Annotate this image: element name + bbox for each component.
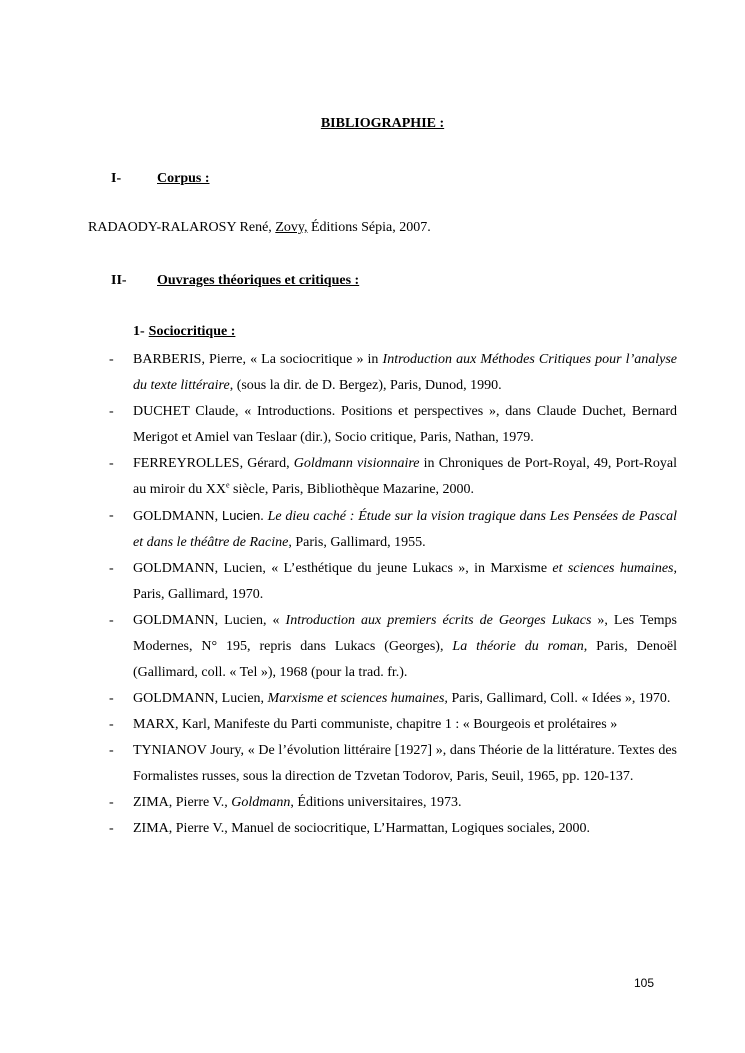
reference-text: in Chroniques de Port-Royal, 49, Port-Royal au miroir du XX [133, 456, 677, 497]
reference-text: e [225, 480, 230, 490]
reference-text: Goldmann [231, 795, 291, 810]
reference-text: , (sous la dir. de D. Bergez), Paris, Dunod, 1990. [229, 378, 502, 393]
reference-text: Le dieu caché : Étude sur la vision tragique dans Les Pensées de Pascal et dans le théâtre de Racine [133, 509, 678, 550]
reference-text: Introduction aux premiers écrits de Georges Lukacs [285, 613, 592, 628]
reference-item [0, 712, 677, 738]
reference-text: La théorie du roman, [452, 639, 588, 654]
reference-text: ZIMA, Pierre V., Manuel de sociocritique, L’Harmattan, Logiques sociales, 2000. [133, 821, 590, 836]
corpus-author: RADAODY-RALAROSY René, [88, 220, 272, 235]
reference-item [0, 686, 677, 712]
list-bullet: - [109, 456, 114, 471]
page-title: BIBLIOGRAPHIE : [320, 116, 445, 131]
reference-item [0, 347, 677, 399]
reference-text: GOLDMANN, Lucien, [133, 691, 268, 706]
reference-item [0, 790, 677, 816]
list-bullet: - [109, 508, 114, 523]
reference-item [0, 503, 677, 556]
reference-text: Paris, Gallimard, Coll. « Idées », 1970. [447, 691, 671, 706]
reference-text: , Paris, Gallimard, 1955. [288, 535, 426, 550]
reference-text: ZIMA, Pierre V., [133, 795, 232, 810]
reference-item [0, 608, 677, 686]
reference-text: GOLDMANN, Lucien, « L’esthétique du jeune Lukacs », in Marxisme [133, 561, 553, 576]
corpus-work-title: Zovy, [275, 220, 308, 235]
corpus-publication: Éditions Sépia, 2007. [310, 220, 431, 235]
list-bullet: - [109, 352, 114, 367]
reference-text: , Paris, Gallimard, 1970. [133, 561, 677, 602]
reference-text: , Éditions universitaires, 1973. [290, 795, 462, 810]
list-bullet: - [109, 717, 114, 732]
section-number-ouvrages: II- [111, 273, 127, 288]
reference-text: FERREYROLLES, Gérard, [133, 456, 294, 471]
reference-text: Goldmann visionnaire [293, 456, 420, 471]
section-heading-corpus: Corpus : [157, 171, 210, 186]
reference-text: . [260, 509, 268, 524]
reference-text: BARBERIS, Pierre, « La sociocritique » in [133, 352, 383, 367]
reference-text: Paris, Denoël (Gallimard, coll. « Tel »), 1968 (pour la trad. fr.). [133, 639, 677, 680]
reference-text: », Les Temps Modernes, N° 195, repris dans Lukacs (Georges), [133, 613, 678, 654]
reference-item [0, 816, 677, 842]
reference-text: GOLDMANN, [133, 509, 222, 524]
list-bullet: - [109, 795, 114, 810]
list-bullet: - [109, 691, 114, 706]
reference-text: et sciences humaines [552, 561, 674, 576]
reference-text: MARX, Karl, Manifeste du Parti communiste, chapitre 1 : « Bourgeois et prolétaires » [133, 717, 618, 732]
reference-list [0, 347, 745, 842]
reference-text: Introduction aux Méthodes Critiques pour l’analyse du texte littéraire [133, 352, 678, 393]
reference-item [0, 451, 677, 503]
page-number: 105 [634, 976, 655, 990]
section-heading-ouvrages: Ouvrages théoriques et critiques : [157, 273, 360, 288]
section-number-corpus: I- [111, 171, 122, 186]
subsection-heading [133, 324, 235, 340]
list-bullet: - [109, 743, 114, 758]
list-bullet: - [109, 561, 114, 576]
list-bullet: - [109, 821, 114, 836]
reference-text: siècle, Paris, Bibliothèque Mazarine, 2000. [229, 482, 475, 497]
reference-text: TYNIANOV Joury, « De l’évolution littéraire [1927] », dans Théorie de la littérature. Textes des Formalistes russes, sous la direction de Tzvetan Todorov, Paris, Seuil, 1965, pp. 120-137. [133, 743, 677, 784]
reference-text: GOLDMANN, Lucien, « [133, 613, 286, 628]
list-bullet: - [109, 404, 114, 419]
reference-item [0, 399, 677, 451]
reference-item [0, 738, 677, 790]
reference-item [0, 556, 677, 608]
list-bullet: - [109, 613, 114, 628]
subsection-label: Sociocritique : [148, 324, 236, 339]
reference-text: Marxisme et sciences humaines, [267, 691, 448, 706]
subsection-number: 1- [133, 324, 145, 339]
reference-text: DUCHET Claude, « Introductions. Positions et perspectives », dans Claude Duchet, Bernard Merigot et Amiel van Teslaar (dir.), Socio critique, Paris, Nathan, 1979. [133, 404, 677, 445]
corpus-reference [88, 220, 431, 236]
reference-text: Lucien [221, 508, 261, 523]
